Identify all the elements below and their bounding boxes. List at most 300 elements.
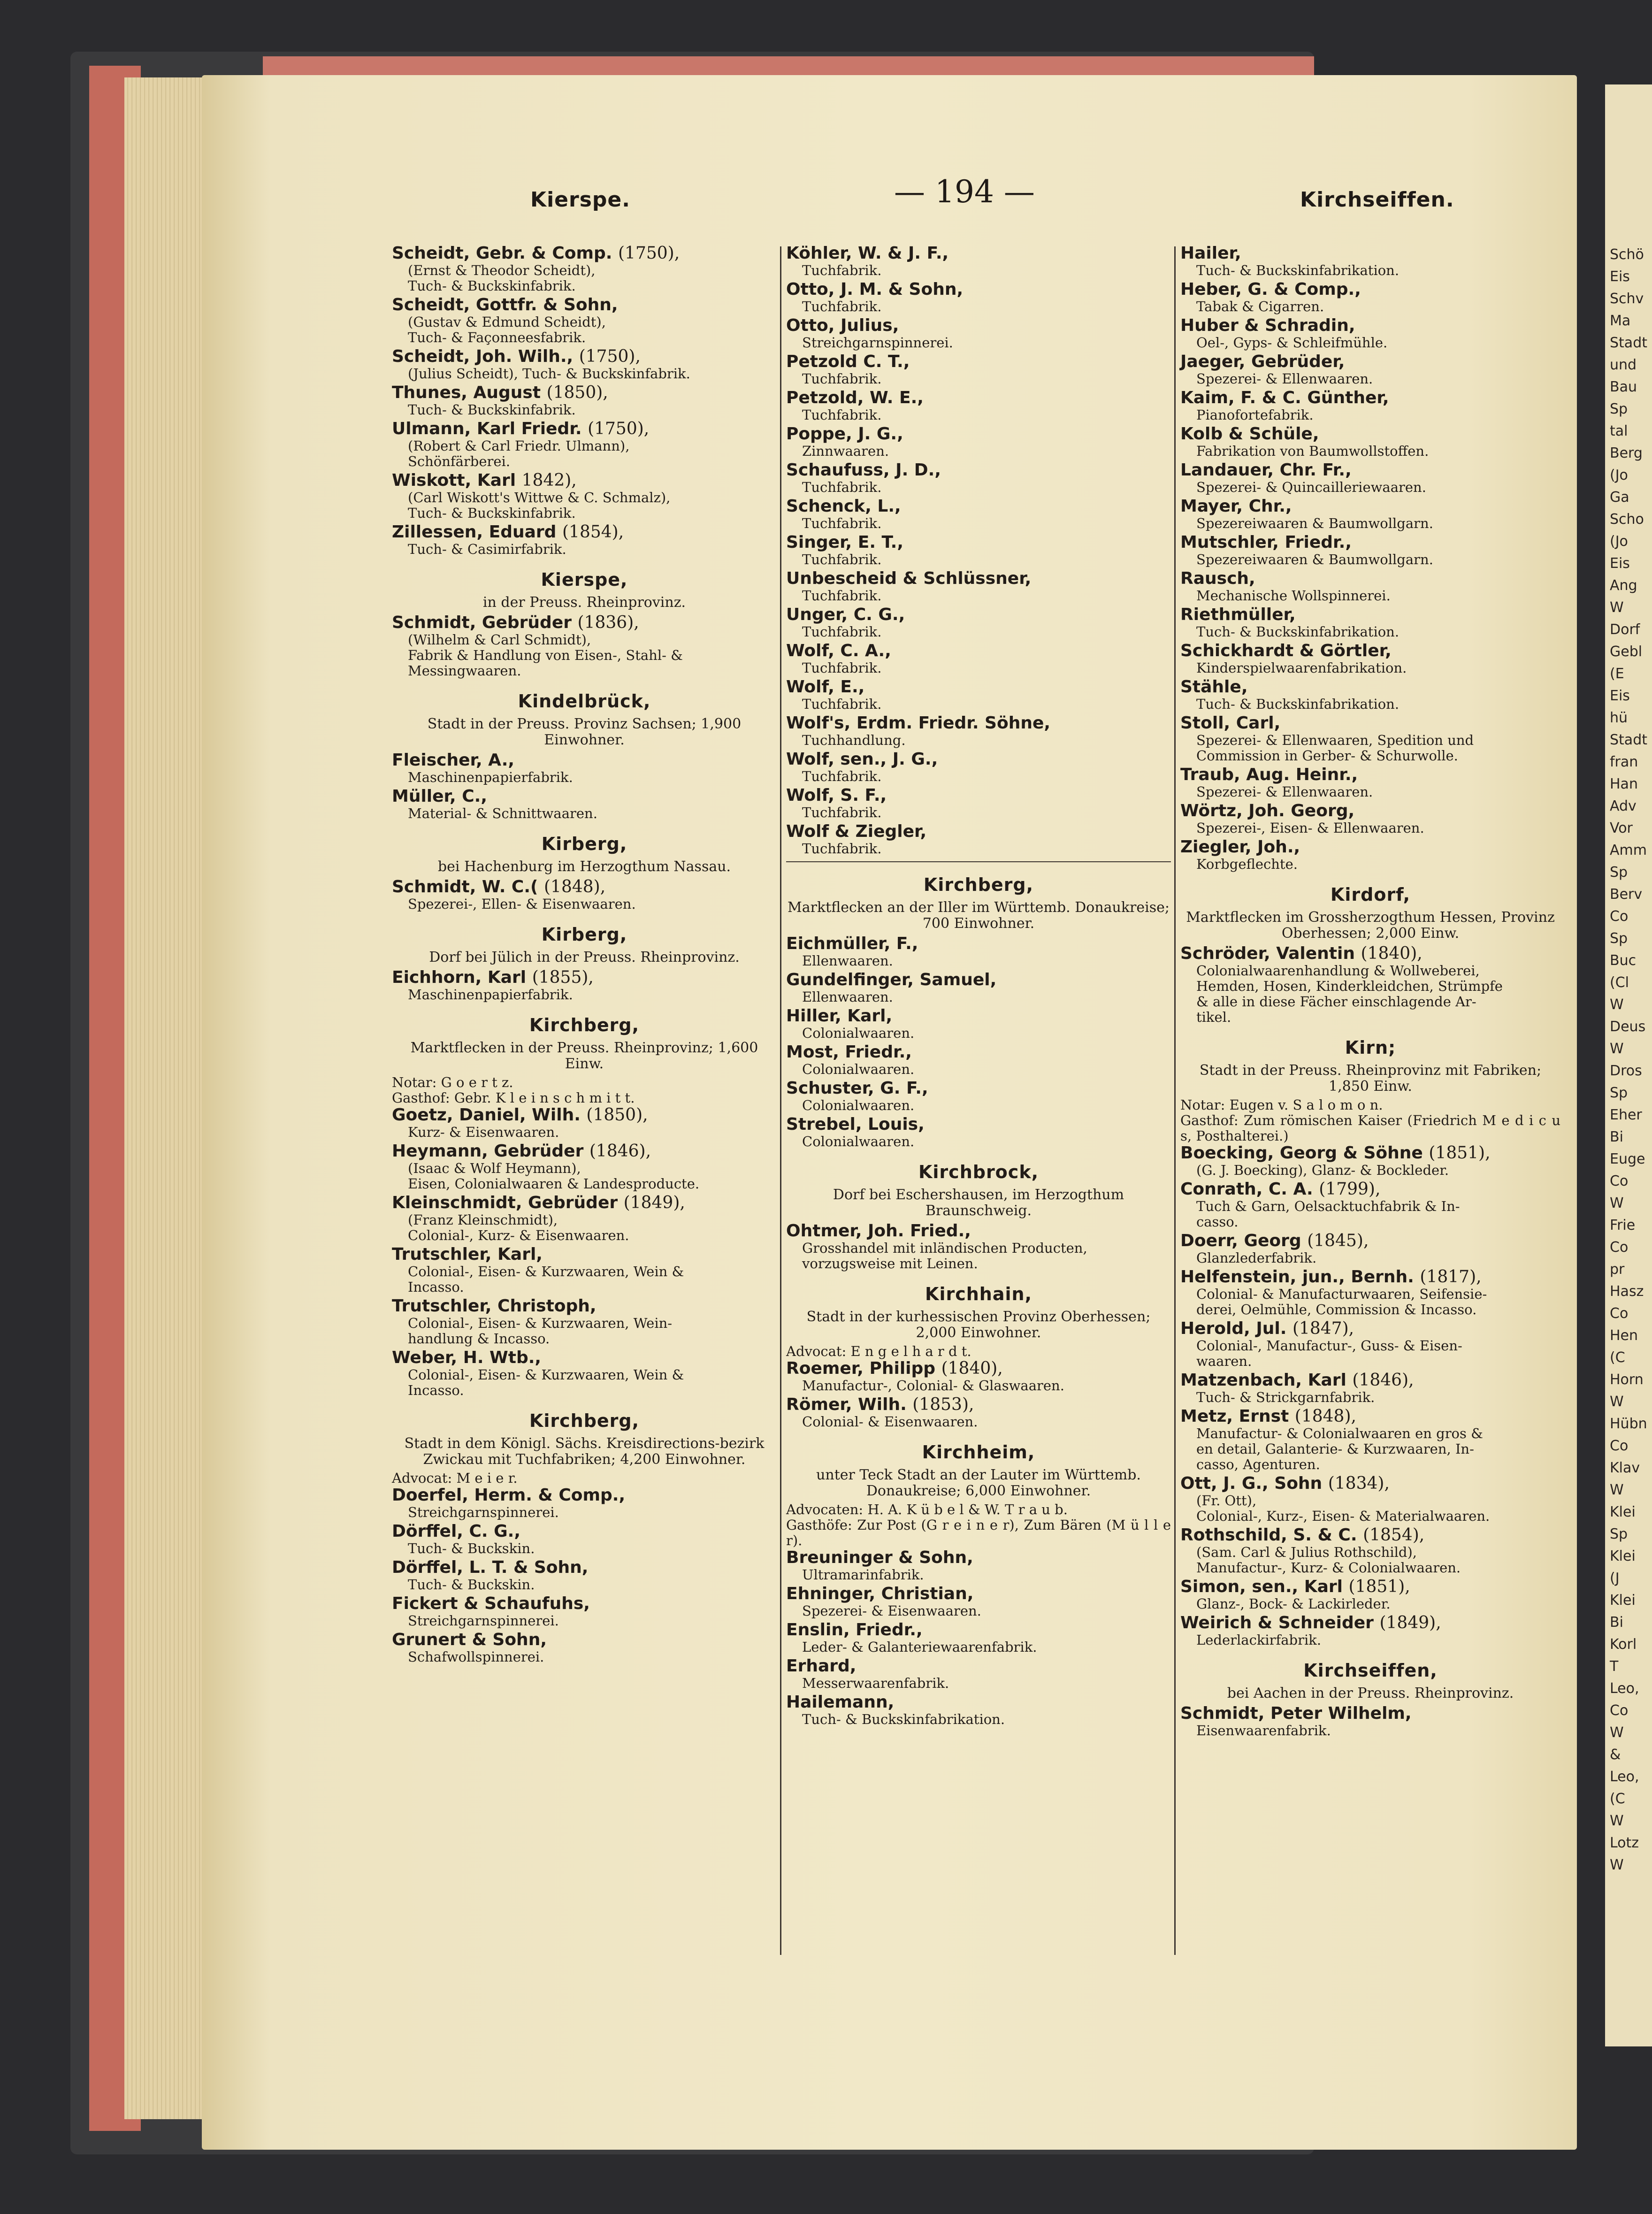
entry-detail: vorzugsweise mit Leinen. bbox=[802, 1256, 978, 1272]
firm-name: Riethmüller, bbox=[1180, 605, 1296, 624]
place-description: in der Preuss. Rheinprovinz. bbox=[482, 594, 686, 611]
place-note: Gasthöfe: Zur Post (G r e i n e r), Zum Bären (M ü l l e r). bbox=[786, 1517, 1171, 1548]
directory-entry bbox=[1180, 569, 1560, 604]
column-2 bbox=[786, 244, 1171, 1729]
entry-detail: Manufactur- & Colonialwaaren en gros & bbox=[1196, 1425, 1483, 1441]
directory-entry bbox=[392, 523, 777, 557]
directory-entry bbox=[1180, 1180, 1560, 1230]
founding-year: (1848), bbox=[544, 877, 606, 896]
firm-name: Dörffel, L. T. & Sohn, bbox=[392, 1558, 589, 1577]
firm-name: Hiller, Karl, bbox=[786, 1006, 893, 1026]
facing-page-fragment: (C bbox=[1610, 1349, 1625, 1366]
firm-name: Scheidt, Gottfr. & Sohn, bbox=[392, 295, 618, 314]
directory-entry bbox=[392, 383, 777, 418]
facing-page-fragment: Stadt bbox=[1610, 335, 1647, 351]
directory-entry bbox=[1180, 352, 1560, 387]
firm-name: Jaeger, Gebrüder, bbox=[1180, 352, 1345, 371]
firm-name: Conrath, C. A. bbox=[1180, 1180, 1313, 1199]
firm-name: Schmidt, Peter Wilhelm, bbox=[1180, 1704, 1412, 1723]
entry-name bbox=[786, 605, 1171, 624]
running-head-right: Kirchseiffen. bbox=[1300, 188, 1454, 212]
firm-name: Most, Friedr., bbox=[786, 1042, 912, 1062]
entry-detail: Fabrikation von Baumwollstoffen. bbox=[1196, 443, 1429, 459]
entry-detail: (Fr. Ott), bbox=[1196, 1493, 1257, 1509]
firm-name: Wolf, E., bbox=[786, 677, 865, 697]
entry-detail: Colonialwaaren. bbox=[802, 1097, 915, 1113]
entry-name bbox=[786, 316, 1171, 335]
entry-detail: Tuch- & Buckskinfabrikation. bbox=[1196, 696, 1400, 712]
firm-name: Köhler, W. & J. F., bbox=[786, 244, 949, 263]
entry-detail: (Franz Kleinschmidt), bbox=[408, 1212, 558, 1228]
entry-detail: tikel. bbox=[1196, 1009, 1231, 1025]
entry-name bbox=[786, 569, 1171, 588]
directory-entry bbox=[786, 1043, 1171, 1077]
entry-name bbox=[1180, 280, 1560, 299]
entry-name bbox=[1180, 1232, 1560, 1250]
firm-name: Doerfel, Herm. & Comp., bbox=[392, 1486, 626, 1505]
founding-year: (1849), bbox=[1379, 1613, 1441, 1632]
entry-detail: en detail, Galanterie- & Kurzwaaren, In- bbox=[1196, 1441, 1474, 1457]
entry-name bbox=[786, 1222, 1171, 1241]
entry-detail: Schönfärberei. bbox=[408, 453, 511, 469]
directory-entry bbox=[786, 1548, 1171, 1583]
entry-detail: Material- & Schnittwaaren. bbox=[408, 805, 597, 821]
entry-detail: casso. bbox=[1196, 1214, 1239, 1230]
entry-name bbox=[786, 714, 1171, 733]
facing-page-fragment: Horn bbox=[1610, 1371, 1644, 1388]
firm-name: Herold, Jul. bbox=[1180, 1319, 1287, 1338]
facing-page-fragment: Eis bbox=[1610, 555, 1630, 572]
entry-name bbox=[786, 786, 1171, 805]
directory-entry bbox=[786, 605, 1171, 640]
entry-detail: Colonial-, Kurz-, Eisen- & Materialwaaren. bbox=[1196, 1508, 1490, 1524]
firm-name: Boecking, Georg & Söhne bbox=[1180, 1143, 1423, 1163]
directory-entry bbox=[1180, 1371, 1560, 1405]
entry-name bbox=[1180, 1526, 1560, 1545]
firm-name: Wolf, C. A., bbox=[786, 641, 891, 660]
founding-year: 1842), bbox=[521, 471, 577, 490]
directory-entry bbox=[1180, 802, 1560, 836]
entry-name bbox=[392, 787, 777, 806]
entry-name bbox=[786, 425, 1171, 444]
firm-name: Petzold C. T., bbox=[786, 352, 910, 371]
entry-detail: Tuchfabrik. bbox=[802, 552, 882, 567]
firm-name: Unger, C. G., bbox=[786, 605, 905, 624]
firm-name: Otto, J. M. & Sohn, bbox=[786, 280, 964, 299]
firm-name: Enslin, Friedr., bbox=[786, 1620, 923, 1639]
firm-name: Kaim, F. & C. Günther, bbox=[1180, 388, 1389, 407]
entry-name bbox=[786, 1395, 1171, 1414]
facing-page-fragment: Bau bbox=[1610, 379, 1637, 395]
entry-detail: Tuch- & Buckskin. bbox=[408, 1540, 535, 1556]
firm-name: Schröder, Valentin bbox=[1180, 944, 1355, 963]
entry-name bbox=[392, 420, 777, 438]
firm-name: Eichhorn, Karl bbox=[392, 968, 527, 987]
founding-year: (1840), bbox=[1361, 944, 1423, 963]
entry-detail: Colonial-, Eisen- & Kurzwaaren, Wein & bbox=[408, 1367, 684, 1383]
entry-detail: Messingwaaren. bbox=[408, 663, 521, 679]
directory-entry bbox=[1180, 766, 1560, 800]
firm-name: Matzenbach, Karl bbox=[1180, 1371, 1346, 1390]
entry-detail: Spezereiwaaren & Baumwollgarn. bbox=[1196, 515, 1433, 531]
entry-name bbox=[1180, 642, 1560, 660]
entry-detail: Fabrik & Handlung von Eisen-, Stahl- & bbox=[408, 647, 683, 663]
facing-page bbox=[1605, 84, 1652, 2046]
directory-entry bbox=[392, 1522, 777, 1556]
place-heading: Kirchberg, bbox=[529, 1015, 640, 1035]
entry-detail: Leder- & Galanteriewaarenfabrik. bbox=[802, 1639, 1037, 1655]
directory-entry bbox=[1180, 1407, 1560, 1472]
entry-detail: Tuch & Garn, Oelsacktuchfabrik & In- bbox=[1196, 1198, 1460, 1214]
place-heading: Kirdorf, bbox=[1330, 884, 1411, 905]
column-rule-2 bbox=[1174, 246, 1176, 1955]
facing-page-fragment: Sp bbox=[1610, 401, 1628, 417]
entry-name bbox=[1180, 533, 1560, 552]
entry-name bbox=[1180, 389, 1560, 407]
directory-entry bbox=[1180, 280, 1560, 314]
entry-detail: Tuch- & Buckskinfabrikation. bbox=[1196, 624, 1400, 640]
facing-page-fragment: Co bbox=[1610, 1438, 1629, 1454]
place-heading: Kirberg, bbox=[541, 834, 627, 854]
entry-detail: Tabak & Cigarren. bbox=[1196, 299, 1324, 314]
founding-year: (1799), bbox=[1319, 1180, 1381, 1199]
facing-page-fragment: tal bbox=[1610, 423, 1628, 439]
place-heading: Kirchberg, bbox=[529, 1410, 640, 1431]
entry-name bbox=[786, 642, 1171, 660]
facing-page-fragment: W bbox=[1610, 1041, 1624, 1057]
place-heading: Kirberg, bbox=[541, 924, 627, 945]
facing-page-fragment: Sp bbox=[1610, 1526, 1628, 1542]
entry-detail: Maschinenpapierfabrik. bbox=[408, 769, 573, 785]
firm-name: Fleischer, A., bbox=[392, 751, 515, 770]
entry-detail: Colonial-, Eisen- & Kurzwaaren, Wein- bbox=[408, 1315, 673, 1331]
entry-detail: Colonial-, Eisen- & Kurzwaaren, Wein & bbox=[408, 1264, 684, 1279]
directory-entry bbox=[392, 1142, 777, 1192]
directory-entry bbox=[392, 613, 777, 679]
entry-detail: Tuchfabrik. bbox=[802, 804, 882, 820]
facing-page-fragment: Hübn bbox=[1610, 1416, 1647, 1432]
entry-name bbox=[1180, 569, 1560, 588]
entry-detail: Manufactur-, Colonial- & Glaswaaren. bbox=[802, 1378, 1064, 1394]
entry-name bbox=[1180, 352, 1560, 371]
facing-page-fragment: W bbox=[1610, 599, 1624, 616]
facing-page-fragment: Co bbox=[1610, 1305, 1629, 1322]
facing-page-fragment: Leo, bbox=[1610, 1680, 1639, 1697]
entry-name bbox=[392, 1486, 777, 1505]
directory-entry bbox=[786, 352, 1171, 387]
facing-page-fragment: (Jo bbox=[1610, 467, 1628, 483]
place-description: Stadt in der Preuss. Rheinprovinz mit Fabriken; 1,850 Einw. bbox=[1199, 1062, 1542, 1095]
directory-entry bbox=[1180, 605, 1560, 640]
directory-entry bbox=[1180, 838, 1560, 872]
entry-name bbox=[392, 244, 777, 263]
founding-year: (1849), bbox=[623, 1193, 685, 1212]
entry-name bbox=[786, 533, 1171, 552]
entry-name bbox=[786, 750, 1171, 769]
entry-detail: casso, Agenturen. bbox=[1196, 1456, 1320, 1472]
entry-name bbox=[392, 347, 777, 366]
facing-page-fragment: & bbox=[1610, 1747, 1621, 1763]
firm-name: Scheidt, Joh. Wilh., bbox=[392, 347, 574, 366]
directory-entry bbox=[786, 244, 1171, 278]
firm-name: Schaufuss, J. D., bbox=[786, 460, 941, 480]
entry-detail: Commission in Gerber- & Schurwolle. bbox=[1196, 748, 1458, 764]
facing-page-fragment: und bbox=[1610, 357, 1637, 373]
facing-page-fragment: W bbox=[1610, 1482, 1624, 1498]
facing-page-fragment: Adv bbox=[1610, 798, 1637, 814]
entry-name bbox=[786, 352, 1171, 371]
entry-name bbox=[786, 1693, 1171, 1712]
entry-detail: Oel-, Gyps- & Schleifmühle. bbox=[1196, 335, 1388, 351]
entry-detail: Kurz- & Eisenwaaren. bbox=[408, 1124, 559, 1140]
entry-detail: Schafwollspinnerei. bbox=[408, 1649, 544, 1665]
entry-detail: Zinnwaaren. bbox=[802, 443, 889, 459]
entry-name bbox=[786, 1115, 1171, 1134]
place-description: bei Hachenburg im Herzogthum Nassau. bbox=[437, 858, 731, 875]
firm-name: Grunert & Sohn, bbox=[392, 1630, 547, 1649]
firm-name: Dörffel, C. G., bbox=[392, 1522, 521, 1541]
entry-name bbox=[786, 1548, 1171, 1567]
firm-name: Rothschild, S. & C. bbox=[1180, 1525, 1357, 1545]
place-description: Marktflecken in der Preuss. Rheinprovinz; 1,600 Einw. bbox=[410, 1040, 758, 1072]
facing-page-fragment: Sp bbox=[1610, 864, 1628, 881]
firm-name: Erhard, bbox=[786, 1656, 857, 1676]
entry-name bbox=[392, 383, 777, 402]
facing-page-fragment: W bbox=[1610, 1195, 1624, 1211]
founding-year: (1851), bbox=[1429, 1143, 1491, 1163]
firm-name: Fickert & Schaufuhs, bbox=[392, 1594, 590, 1613]
firm-name: Weber, H. Wtb., bbox=[392, 1348, 542, 1367]
directory-entry bbox=[786, 935, 1171, 969]
facing-page-fragment: W bbox=[1610, 1813, 1624, 1829]
founding-year: (1851), bbox=[1348, 1577, 1410, 1596]
entry-detail: Messerwaarenfabrik. bbox=[802, 1675, 949, 1691]
entry-detail: Tuch- & Buckskinfabrik. bbox=[408, 505, 576, 521]
directory-entry bbox=[786, 280, 1171, 314]
facing-page-fragment: (J bbox=[1610, 1570, 1620, 1586]
facing-page-fragment: W bbox=[1610, 1394, 1624, 1410]
entry-detail: Colonial-, Kurz- & Eisenwaaren. bbox=[408, 1227, 629, 1243]
founding-year: (1855), bbox=[532, 968, 594, 987]
facing-page-fragment: Euge bbox=[1610, 1151, 1645, 1167]
founding-year: (1834), bbox=[1328, 1474, 1390, 1493]
entry-name bbox=[1180, 1474, 1560, 1493]
facing-page-fragment: Klei bbox=[1610, 1504, 1636, 1520]
directory-entry bbox=[392, 1631, 777, 1665]
firm-name: Otto, Julius, bbox=[786, 316, 899, 335]
entry-name bbox=[1180, 1614, 1560, 1632]
entry-name bbox=[1180, 1268, 1560, 1287]
directory-entry bbox=[392, 1348, 777, 1398]
directory-entry bbox=[786, 1395, 1171, 1430]
facing-page-fragment: Berg bbox=[1610, 445, 1643, 461]
directory-entry bbox=[786, 1657, 1171, 1691]
facing-page-fragment: Eis bbox=[1610, 268, 1630, 285]
entry-name bbox=[1180, 1319, 1560, 1338]
firm-name: Thunes, August bbox=[392, 383, 541, 402]
directory-entry bbox=[392, 244, 777, 294]
firm-name: Unbescheid & Schlüssner, bbox=[786, 569, 1032, 588]
entry-detail: Streichgarnspinnerei. bbox=[408, 1613, 559, 1629]
entry-detail: Tuchfabrik. bbox=[802, 588, 882, 604]
place-note: Advocaten: H. A. K ü b e l & W. T r a u b. bbox=[786, 1502, 1068, 1517]
firm-name: Müller, C., bbox=[392, 787, 487, 806]
directory-entry bbox=[786, 533, 1171, 567]
place-heading: Kirchhain, bbox=[925, 1284, 1032, 1304]
entry-name bbox=[1180, 1180, 1560, 1199]
directory-entry bbox=[786, 1585, 1171, 1619]
facing-page-fragment: Ma bbox=[1610, 313, 1631, 329]
entry-detail: Tuch- & Façonneesfabrik. bbox=[408, 329, 586, 345]
entry-detail: (Sam. Carl & Julius Rothschild), bbox=[1196, 1544, 1417, 1560]
firm-name: Strebel, Louis, bbox=[786, 1115, 925, 1134]
entry-detail: Tuchfabrik. bbox=[802, 479, 882, 495]
entry-name bbox=[392, 1297, 777, 1316]
firm-name: Heymann, Gebrüder bbox=[392, 1141, 584, 1161]
firm-name: Roemer, Philipp bbox=[786, 1359, 936, 1378]
entry-name bbox=[392, 296, 777, 314]
firm-name: Gundelfinger, Samuel, bbox=[786, 970, 997, 989]
directory-entry bbox=[1180, 1144, 1560, 1178]
entry-detail: Tuch- & Strickgarnfabrik. bbox=[1196, 1389, 1375, 1405]
facing-page-fragment: Leo, bbox=[1610, 1769, 1639, 1785]
entry-name bbox=[786, 244, 1171, 263]
place-description: Stadt in der Preuss. Provinz Sachsen; 1,900 Einwohner. bbox=[427, 716, 742, 748]
facing-page-fragment: Ang bbox=[1610, 577, 1637, 594]
place-description: bei Aachen in der Preuss. Rheinprovinz. bbox=[1227, 1685, 1514, 1701]
facing-page-fragment: Amm bbox=[1610, 842, 1647, 858]
firm-name: Schmidt, Gebrüder bbox=[392, 613, 572, 632]
entry-name bbox=[392, 1194, 777, 1212]
facing-page-fragment: Vor bbox=[1610, 820, 1633, 836]
directory-entry bbox=[1180, 1319, 1560, 1369]
entry-detail: Incasso. bbox=[408, 1279, 464, 1295]
facing-page-fragment: Han bbox=[1610, 776, 1638, 792]
directory-entry bbox=[392, 296, 777, 345]
directory-entry bbox=[1180, 244, 1560, 278]
facing-page-fragment: Bi bbox=[1610, 1129, 1623, 1145]
firm-name: Wolf, sen., J. G., bbox=[786, 750, 938, 769]
facing-page-fragment: Co bbox=[1610, 1702, 1629, 1719]
entry-detail: Eisen, Colonialwaaren & Landesproducte. bbox=[408, 1176, 700, 1192]
firm-name: Wolf's, Erdm. Friedr. Söhne, bbox=[786, 713, 1051, 733]
entry-detail: Tuchfabrik. bbox=[802, 262, 882, 278]
entry-detail: Pianofortefabrik. bbox=[1196, 407, 1314, 423]
entry-detail: Tuchfabrik. bbox=[802, 660, 882, 676]
entry-name bbox=[392, 751, 777, 770]
entry-detail: Colonialwaaren. bbox=[802, 1025, 915, 1041]
entry-detail: Incasso. bbox=[408, 1382, 464, 1398]
entry-name bbox=[392, 968, 777, 987]
entry-name bbox=[1180, 802, 1560, 820]
firm-name: Wörtz, Joh. Georg, bbox=[1180, 801, 1355, 820]
entry-name bbox=[392, 878, 777, 896]
place-note: Advocat: M e i e r. bbox=[392, 1470, 518, 1486]
firm-name: Breuninger & Sohn, bbox=[786, 1548, 973, 1567]
facing-page-fragment: (C bbox=[1610, 1791, 1625, 1807]
directory-entry bbox=[1180, 944, 1560, 1025]
firm-name: Heber, G. & Comp., bbox=[1180, 280, 1361, 299]
directory-entry bbox=[786, 1115, 1171, 1149]
entry-name bbox=[786, 822, 1171, 841]
entry-detail: Lederlackirfabrik. bbox=[1196, 1632, 1322, 1648]
entry-name bbox=[392, 1522, 777, 1541]
entry-name bbox=[786, 389, 1171, 407]
entry-detail: Spezerei- & Ellenwaaren. bbox=[1196, 371, 1373, 387]
entry-detail: Tuchfabrik. bbox=[802, 407, 882, 423]
facing-page-fragment: Schv bbox=[1610, 291, 1644, 307]
entry-detail: Colonialwaaren. bbox=[802, 1134, 915, 1149]
entry-detail: handlung & Incasso. bbox=[408, 1331, 550, 1347]
entry-detail: Tuchfabrik. bbox=[802, 371, 882, 387]
entry-detail: & alle in diese Fächer einschlagende Ar- bbox=[1196, 994, 1476, 1010]
firm-name: Eichmüller, F., bbox=[786, 934, 918, 953]
facing-page-fragment: Klei bbox=[1610, 1548, 1636, 1564]
entry-name bbox=[392, 471, 777, 490]
entry-detail: Maschinenpapierfabrik. bbox=[408, 987, 573, 1003]
entry-detail: derei, Oelmühle, Commission & Incasso. bbox=[1196, 1302, 1477, 1318]
entry-detail: waaren. bbox=[1196, 1353, 1252, 1369]
facing-page-fragment: Gebl bbox=[1610, 644, 1643, 660]
entry-name bbox=[1180, 766, 1560, 784]
directory-entry bbox=[392, 1245, 777, 1295]
founding-year: (1850), bbox=[546, 383, 608, 402]
entry-detail: Streichgarnspinnerei. bbox=[408, 1504, 559, 1520]
entry-name bbox=[786, 1621, 1171, 1639]
entry-name bbox=[1180, 461, 1560, 480]
entry-detail: Colonial-, Manufactur-, Guss- & Eisen- bbox=[1196, 1338, 1462, 1354]
entry-name bbox=[1180, 714, 1560, 733]
entry-name bbox=[1180, 1371, 1560, 1390]
directory-entry bbox=[786, 786, 1171, 820]
entry-name bbox=[1180, 678, 1560, 697]
firm-name: Trutschler, Christoph, bbox=[392, 1296, 597, 1316]
facing-page-fragment: pr bbox=[1610, 1261, 1625, 1278]
founding-year: (1845), bbox=[1307, 1231, 1369, 1250]
entry-name bbox=[786, 1585, 1171, 1603]
entry-detail: Grosshandel mit inländischen Producten, bbox=[802, 1240, 1087, 1256]
entry-detail: Manufactur-, Kurz- & Colonialwaaren. bbox=[1196, 1560, 1461, 1576]
directory-entry bbox=[786, 1007, 1171, 1041]
entry-detail: Kinderspielwaarenfabrikation. bbox=[1196, 660, 1407, 676]
entry-detail: Tuch- & Buckskinfabrik. bbox=[408, 402, 576, 418]
entry-name bbox=[786, 461, 1171, 480]
firm-name: Trutschler, Karl, bbox=[392, 1245, 543, 1264]
entry-name bbox=[786, 678, 1171, 697]
founding-year: (1850), bbox=[586, 1105, 648, 1125]
founding-year: (1854), bbox=[1363, 1525, 1425, 1545]
firm-name: Weirich & Schneider bbox=[1180, 1613, 1374, 1632]
firm-name: Petzold, W. E., bbox=[786, 388, 924, 407]
facing-page-fragment: (E bbox=[1610, 666, 1624, 682]
entry-name bbox=[786, 497, 1171, 516]
entry-detail: (G. J. Boecking), Glanz- & Bockleder. bbox=[1196, 1162, 1449, 1178]
facing-page-fragment: Lotz bbox=[1610, 1835, 1639, 1851]
directory-entry bbox=[1180, 425, 1560, 459]
running-head-left: Kierspe. bbox=[530, 188, 630, 212]
entry-detail: Hemden, Hosen, Kinderkleidchen, Strümpfe bbox=[1196, 978, 1503, 994]
place-description: Dorf bei Eschershausen, im Herzogthum Braunschweig. bbox=[833, 1187, 1124, 1219]
directory-entry bbox=[1180, 1232, 1560, 1266]
entry-detail: (Julius Scheidt), Tuch- & Buckskinfabrik. bbox=[408, 366, 690, 382]
entry-name bbox=[1180, 605, 1560, 624]
entry-detail: Colonialwaaren. bbox=[802, 1061, 915, 1077]
place-note: Gasthof: Gebr. K l e i n s c h m i t t. bbox=[392, 1090, 635, 1106]
entry-name bbox=[1180, 1407, 1560, 1426]
firm-name: Traub, Aug. Heinr., bbox=[1180, 765, 1358, 784]
entry-name bbox=[1180, 497, 1560, 516]
entry-detail: Spezerei- & Quincailleriewaaren. bbox=[1196, 479, 1426, 495]
